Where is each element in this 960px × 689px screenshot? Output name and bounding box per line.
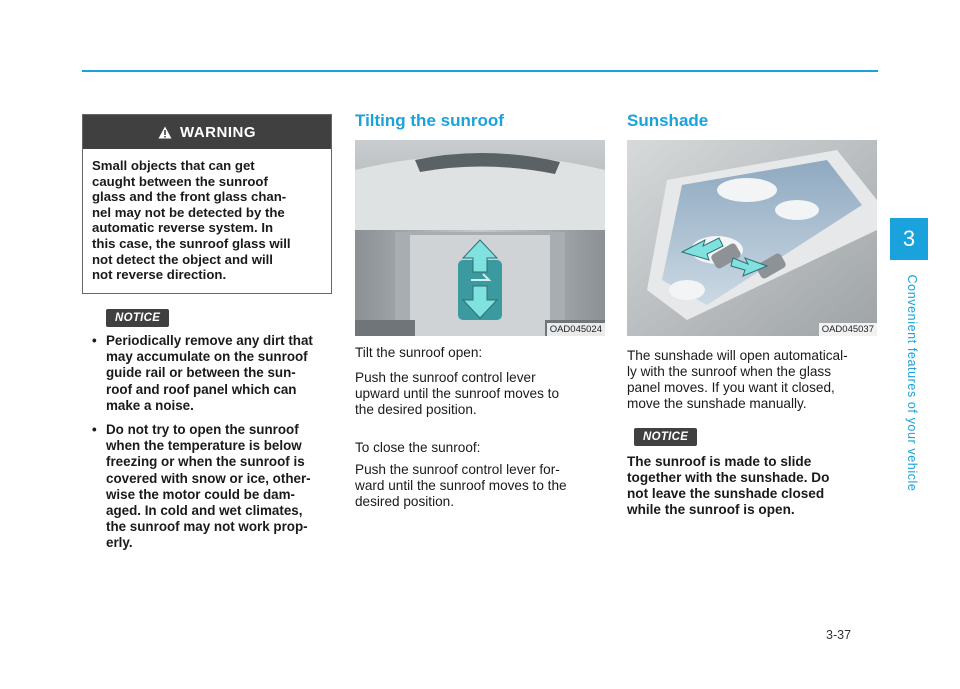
tilting-paragraph-4: Push the sunroof control lever for- ward until the sunroof moves to the desired position.	[355, 462, 567, 509]
sunshade-notice-text: The sunroof is made to slide together with the sunshade. Do not leave the sunshade closed while the sunroof is open.	[627, 454, 830, 517]
list-item: • Periodically remove any dirt that may accumulate on the sunroof guide rail or between the sun- roof and roof panel which can make a noise.	[92, 333, 313, 413]
warning-text: Small objects that can get caught between the sunroof glass and the front glass chan- nel may not be detected by the automatic reverse system. In this case, the sunroof glass will not detect the object and will not reverse direction.	[92, 158, 291, 283]
notice-list	[92, 333, 334, 560]
sunshade-heading: Sunshade	[627, 111, 709, 130]
console-illustration	[355, 140, 605, 336]
chapter-tab	[890, 218, 928, 260]
warning-triangle-icon	[158, 126, 172, 139]
tilting-heading: Tilting the sunroof	[355, 111, 504, 130]
header-rule	[82, 70, 878, 72]
tilting-paragraph-1: Tilt the sunroof open:	[355, 345, 483, 360]
notice-badge: NOTICE	[634, 428, 697, 446]
chapter-number: 3	[902, 226, 916, 251]
image-code: OAD045037	[819, 323, 877, 336]
tilting-paragraph-2: Push the sunroof control lever upward until the sunroof moves to the desired position.	[355, 370, 560, 417]
warning-header	[83, 115, 331, 149]
sunshade-image	[627, 140, 877, 336]
sunshade-paragraph: The sunshade will open automatical- ly with the sunroof when the glass panel moves. If you want it closed, move the sunshade manually.	[627, 348, 848, 411]
notice-badge: NOTICE	[106, 309, 169, 327]
chapter-title-vertical	[905, 270, 919, 495]
sunshade-illustration	[627, 140, 877, 336]
list-item: • Do not try to open the sunroof when the temperature is below freezing or when the sunroof is covered with snow or ice, other- wise the motor could be dam- aged. In cold and wet climates, the sunroof may not work prop- erly.	[92, 422, 311, 551]
warning-box	[82, 114, 332, 294]
warning-title: WARNING	[180, 123, 256, 141]
page-number: 3-37	[826, 628, 852, 642]
chapter-title: Convenient features of your vehicle	[905, 274, 919, 491]
sunroof-control-image	[355, 140, 605, 336]
tilting-paragraph-3: To close the sunroof:	[355, 440, 481, 455]
image-code: OAD045024	[547, 323, 605, 336]
